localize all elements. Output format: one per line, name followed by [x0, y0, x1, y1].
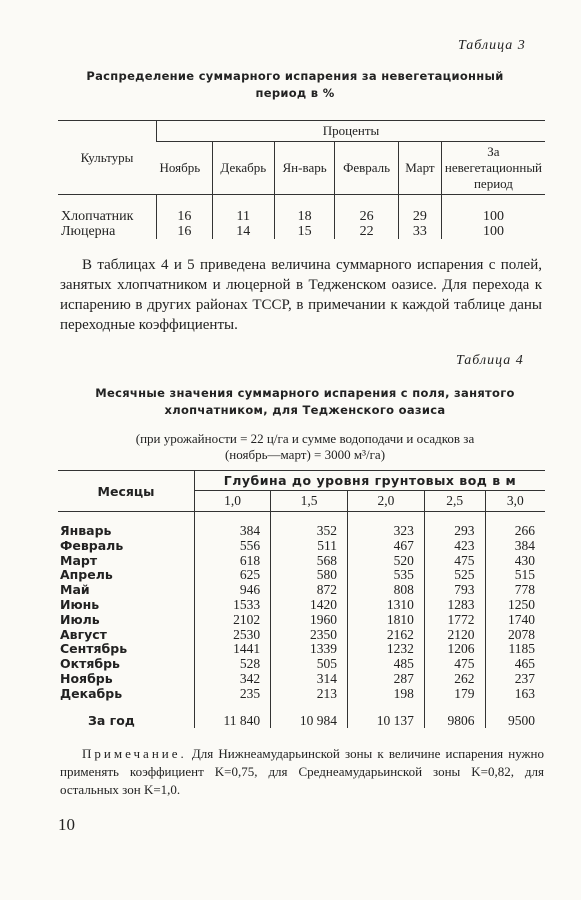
table3-crop-cell: Хлопчатник: [61, 209, 134, 224]
table4-value-cell: 1441: [195, 642, 271, 657]
table3-row: [58, 224, 545, 239]
table3-value-cell: 33: [398, 224, 441, 239]
table4-depth-header: 2,5: [424, 491, 485, 512]
table4-month-cell: Октябрь: [60, 656, 120, 672]
table4-value-cell: 213: [271, 687, 348, 702]
table4-row: [58, 583, 545, 598]
table4-value-cell: 467: [347, 539, 424, 554]
table4-month-cell: Февраль: [60, 537, 124, 553]
table4-month-cell: Январь: [60, 523, 112, 538]
table4-depth-header: 2,0: [347, 491, 424, 512]
table4-value-cell: 525: [424, 568, 485, 583]
table4-value-cell: 266: [485, 512, 545, 539]
table3-label: Таблица 3: [458, 38, 526, 53]
table4-value-cell: 485: [347, 657, 424, 672]
table4-month-cell: Июль: [60, 611, 100, 627]
table4-value-cell: 778: [485, 583, 545, 598]
table4-total-cell: 10 137: [347, 702, 424, 729]
table3-month-header: Март: [398, 142, 441, 195]
table4-subtitle-line2: (ноябрь—март) = 3000 м³/га): [224, 447, 386, 462]
table4-title-line1: Месячные значения суммарного испарения с поля, занятого: [95, 386, 515, 400]
table4-depth-header: 3,0: [485, 491, 545, 512]
table4-value-cell: 1310: [347, 598, 424, 613]
table4-month-cell: Сентябрь: [60, 641, 128, 657]
table4-value-cell: 1740: [485, 613, 545, 628]
table4-month-cell: Ноябрь: [60, 670, 113, 686]
table4-row: [58, 672, 545, 687]
table4-header-months: Месяцы: [58, 471, 195, 512]
table4-row: [58, 628, 545, 643]
table4-value-cell: 1185: [485, 642, 545, 657]
table4: [58, 470, 545, 728]
table4-row: [58, 539, 545, 554]
table3-month-header: Декабрь: [212, 142, 274, 195]
table4-row: [58, 598, 545, 613]
table4-value-cell: 515: [485, 568, 545, 583]
table4-value-cell: 179: [424, 687, 485, 702]
table3-month-header: Ноябрь: [159, 160, 201, 175]
table4-value-cell: 262: [424, 672, 485, 687]
table4-value-cell: 2078: [485, 628, 545, 643]
table4-value-cell: 1533: [195, 598, 271, 613]
table4-month-cell: Март: [60, 552, 98, 568]
table4-value-cell: 505: [271, 657, 348, 672]
table4-value-cell: 323: [347, 512, 424, 539]
note-text: Для Нижнеамударьинской зоны к величине испарения нужно применять коэффициент K=0,75, для Среднеамударьинской зоны K=0,82, для остальных зон K=1,0.: [60, 746, 544, 797]
table3-crop-cell: Люцерна: [61, 224, 116, 239]
table4-month-cell: Декабрь: [60, 685, 123, 701]
table4-value-cell: 535: [347, 568, 424, 583]
table4-total-label: За год: [88, 712, 135, 728]
table4-value-cell: 1420: [271, 598, 348, 613]
table3-title-line2: период в %: [255, 86, 335, 100]
table3-month-header: За невегетационный период: [441, 142, 545, 195]
table4-value-cell: 384: [485, 539, 545, 554]
table3-value-cell: 18: [274, 195, 334, 225]
table4-value-cell: 198: [347, 687, 424, 702]
table4-value-cell: 618: [195, 554, 271, 569]
table4-value-cell: 808: [347, 583, 424, 598]
table3-value-cell: 100: [441, 224, 545, 239]
table4-value-cell: 520: [347, 554, 424, 569]
table4-total-cell: 9806: [424, 702, 485, 729]
page-number: 10: [58, 815, 75, 834]
table4-value-cell: 1810: [347, 613, 424, 628]
table3: [58, 120, 545, 239]
table3-title: [80, 68, 510, 102]
table4-value-cell: 511: [271, 539, 348, 554]
table3-title-line1: Распределение суммарного испарения за невегетационный: [86, 69, 504, 83]
table4-title: [60, 385, 550, 419]
table4-value-cell: 384: [195, 512, 271, 539]
table4-value-cell: 342: [195, 672, 271, 687]
body-paragraph: В таблицах 4 и 5 приведена величина суммарного испарения с полей, занятых хлопчатником и люцерной в Теджeнском оазисе. Для перехода к испарению в других районах ТССР, в примечании к каждой таблице даны переходные коэффициенты.: [60, 257, 542, 333]
table4-subtitle: [60, 431, 550, 463]
table4-month-cell: Май: [60, 582, 90, 598]
table4-header-depth: Глубина до уровня грунтовых вод в м: [195, 471, 546, 491]
table3-header-crop: Культуры: [58, 121, 157, 195]
table4-value-cell: 314: [271, 672, 348, 687]
table4-value-cell: 1250: [485, 598, 545, 613]
table4-month-cell: Июнь: [60, 596, 100, 612]
table4-value-cell: 528: [195, 657, 271, 672]
table4-value-cell: 163: [485, 687, 545, 702]
table3-month-header: Ян-варь: [274, 142, 334, 195]
table3-value-cell: 11: [212, 195, 274, 225]
table4-month-cell: Август: [60, 626, 107, 642]
table4-month-cell: Апрель: [60, 567, 113, 583]
table4-title-line2: хлопчатником, для Теджeнского оазиса: [164, 403, 446, 417]
table4-value-cell: 1206: [424, 642, 485, 657]
table4-row: [58, 687, 545, 702]
table4-value-cell: 1960: [271, 613, 348, 628]
table4-row: [58, 613, 545, 628]
note-label: Примечание.: [82, 746, 187, 761]
table4-value-cell: 625: [195, 568, 271, 583]
table4-value-cell: 237: [485, 672, 545, 687]
table4-value-cell: 2162: [347, 628, 424, 643]
table3-value-cell: 16: [157, 224, 213, 239]
table3-value-cell: 15: [274, 224, 334, 239]
table4-value-cell: 430: [485, 554, 545, 569]
table4-value-cell: 2350: [271, 628, 348, 643]
table3-value-cell: 16: [157, 195, 213, 225]
table4-total-cell: 11 840: [195, 702, 271, 729]
table4-row: [58, 657, 545, 672]
table4-value-cell: 946: [195, 583, 271, 598]
table4-value-cell: 293: [424, 512, 485, 539]
table3-month-header: Февраль: [335, 142, 399, 195]
table4-subtitle-line1: (при урожайности = 22 ц/га и сумме водоподачи и осадков за: [135, 431, 475, 446]
table4-total-cell: 10 984: [271, 702, 348, 729]
table4-row: [58, 642, 545, 657]
table4-value-cell: 2102: [195, 613, 271, 628]
table3-value-cell: 26: [335, 195, 399, 225]
table4-value-cell: 793: [424, 583, 485, 598]
table4-depth-header: 1,5: [271, 491, 348, 512]
table4-row: [58, 512, 545, 539]
table4-label: Таблица 4: [456, 353, 524, 368]
table4-value-cell: 235: [195, 687, 271, 702]
table4-value-cell: 1772: [424, 613, 485, 628]
table4-value-cell: 2530: [195, 628, 271, 643]
table4-value-cell: 2120: [424, 628, 485, 643]
table3-value-cell: 22: [335, 224, 399, 239]
table4-depth-header: 1,0: [195, 491, 271, 512]
table3-value-cell: 14: [212, 224, 274, 239]
table3-value-cell: 29: [398, 195, 441, 225]
table3-value-cell: 100: [441, 195, 545, 225]
table4-total-row: [58, 702, 545, 729]
table3-row: [58, 195, 545, 225]
table4-value-cell: 1283: [424, 598, 485, 613]
table4-total-cell: 9500: [485, 702, 545, 729]
table4-value-cell: 465: [485, 657, 545, 672]
table4-value-cell: 1339: [271, 642, 348, 657]
table4-value-cell: 568: [271, 554, 348, 569]
note: [60, 745, 544, 799]
table4-row: [58, 554, 545, 569]
table4-value-cell: 475: [424, 554, 485, 569]
table4-value-cell: 352: [271, 512, 348, 539]
table4-value-cell: 475: [424, 657, 485, 672]
table4-value-cell: 287: [347, 672, 424, 687]
table4-value-cell: 872: [271, 583, 348, 598]
table4-value-cell: 423: [424, 539, 485, 554]
table4-value-cell: 580: [271, 568, 348, 583]
table4-value-cell: 556: [195, 539, 271, 554]
table3-header-percent: Проценты: [157, 121, 546, 142]
table4-value-cell: 1232: [347, 642, 424, 657]
table4-row: [58, 568, 545, 583]
